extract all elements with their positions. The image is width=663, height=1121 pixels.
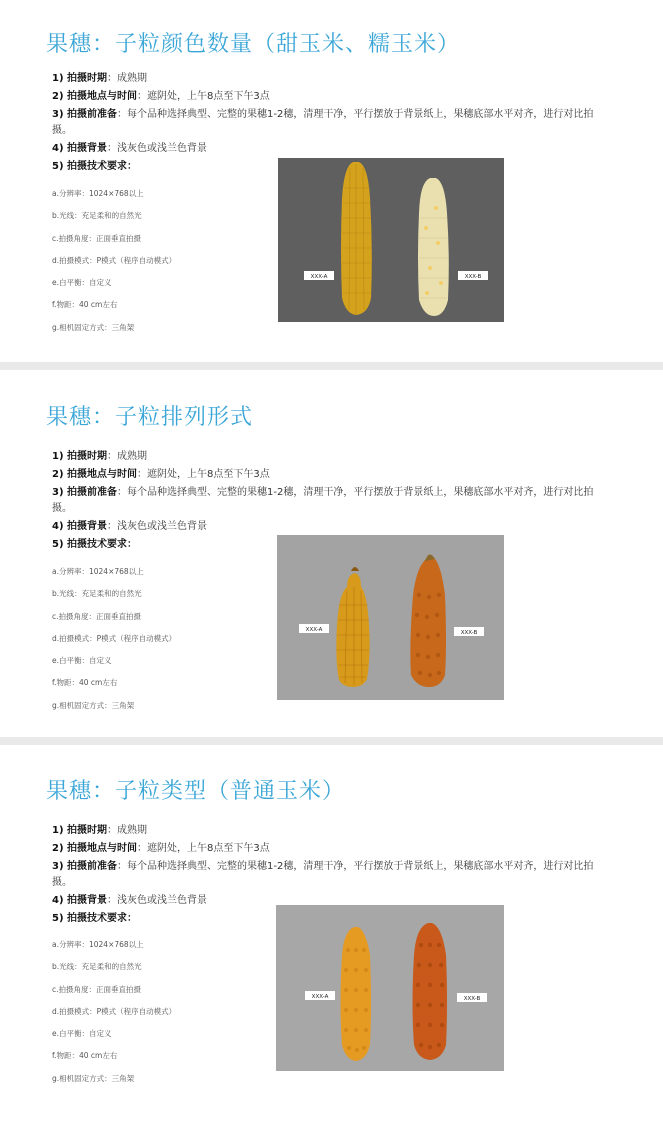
tech-spec-list [52,187,176,343]
list-item: 5) 拍摄技术要求： [52,539,138,550]
list-item: 3) 拍摄前准备：每个品种选择典型、完整的果穗1-2穗，清理干净，平行摆放于背景纸上，果穗底部水平对齐，进行对比拍摄。 [52,487,594,514]
spec-item: g.相机固定方式：三角架 [52,322,135,332]
label-b: XXX-B [464,274,482,280]
spec-item: f.物距：40 cm左右 [52,300,118,310]
spec-item: c.拍摄角度：正面垂直拍摄 [52,233,142,243]
spec-item: d.拍摄模式：P模式（程序自动模式） [52,633,177,643]
label-a: XXX-A [310,274,328,280]
list-item: 1) 拍摄时期：成熟期 [52,451,148,462]
spec-item: e.白平衡：自定义 [52,1029,112,1039]
label-b: XXX-B [460,630,478,636]
list-item: 5) 拍摄技术要求： [52,161,138,172]
section-card-color [0,0,663,362]
list-item: 4) 拍摄背景：浅灰色或浅兰色背景 [52,143,208,154]
list-item: 4) 拍摄背景：浅灰色或浅兰色背景 [52,521,208,532]
section-card-arrangement [0,370,663,737]
list-item: 1) 拍摄时期：成熟期 [52,825,148,836]
label-a: XXX-A [311,994,329,1000]
list-item: 4) 拍摄背景：浅灰色或浅兰色背景 [52,895,208,906]
list-item: 2) 拍摄地点与时间：遮阴处，上午8点至下午3点 [52,469,270,480]
corn-ear-a [341,162,372,315]
spec-item: b.光线：充足柔和的自然光 [52,211,142,221]
section-title: 果穗：子粒排列形式 [46,405,254,430]
list-item: 3) 拍摄前准备：每个品种选择典型、完整的果穗1-2穗，清理干净，平行摆放于背景纸上，果穗底部水平对齐，进行对比拍摄。 [52,861,594,888]
photo-background [276,905,504,1071]
spec-item: a.分辨率：1024×768以上 [52,567,144,576]
section-card-kernel-type [0,745,663,1121]
spec-item: e.白平衡：自定义 [52,656,112,666]
spec-item: g.相机固定方式：三角架 [52,1073,135,1083]
label-b: XXX-B [463,996,481,1002]
spec-item: a.分辨率：1024×768以上 [52,940,144,949]
list-item: 2) 拍摄地点与时间：遮阴处，上午8点至下午3点 [52,843,270,854]
tech-spec-list [52,938,176,1094]
spec-item: c.拍摄角度：正面垂直拍摄 [52,984,142,994]
spec-item: b.光线：充足柔和的自然光 [52,589,142,599]
corn-ear-photo [277,535,504,700]
spec-item: d.拍摄模式：P模式（程序自动模式） [52,255,177,265]
spec-item: b.光线：充足柔和的自然光 [52,962,142,972]
corn-ear-b [418,178,449,316]
photo-background [277,535,504,700]
section-title: 果穗：子粒类型（普通玉米） [46,779,346,804]
list-item: 1) 拍摄时期：成熟期 [52,73,148,84]
label-a: XXX-A [305,627,323,633]
section-title: 果穗：子粒颜色数量（甜玉米、糯玉米） [46,32,461,57]
corn-ear-a [341,927,372,1061]
list-item: 3) 拍摄前准备：每个品种选择典型、完整的果穗1-2穗，清理干净，平行摆放于背景纸上，果穗底部水平对齐，进行对比拍摄。 [52,109,594,136]
spec-item: f.物距：40 cm左右 [52,1051,118,1061]
spec-item: c.拍摄角度：正面垂直拍摄 [52,611,142,621]
tech-spec-list [52,565,176,721]
spec-item: d.拍摄模式：P模式（程序自动模式） [52,1006,177,1016]
photo-background [278,158,504,322]
list-item: 5) 拍摄技术要求： [52,913,138,924]
list-item: 2) 拍摄地点与时间：遮阴处，上午8点至下午3点 [52,91,270,102]
spec-item: f.物距：40 cm左右 [52,678,118,688]
corn-ear-photo [276,905,504,1071]
spec-item: a.分辨率：1024×768以上 [52,189,144,198]
spec-item: g.相机固定方式：三角架 [52,700,135,710]
corn-ear-photo [278,158,504,322]
spec-item: e.白平衡：自定义 [52,278,112,288]
